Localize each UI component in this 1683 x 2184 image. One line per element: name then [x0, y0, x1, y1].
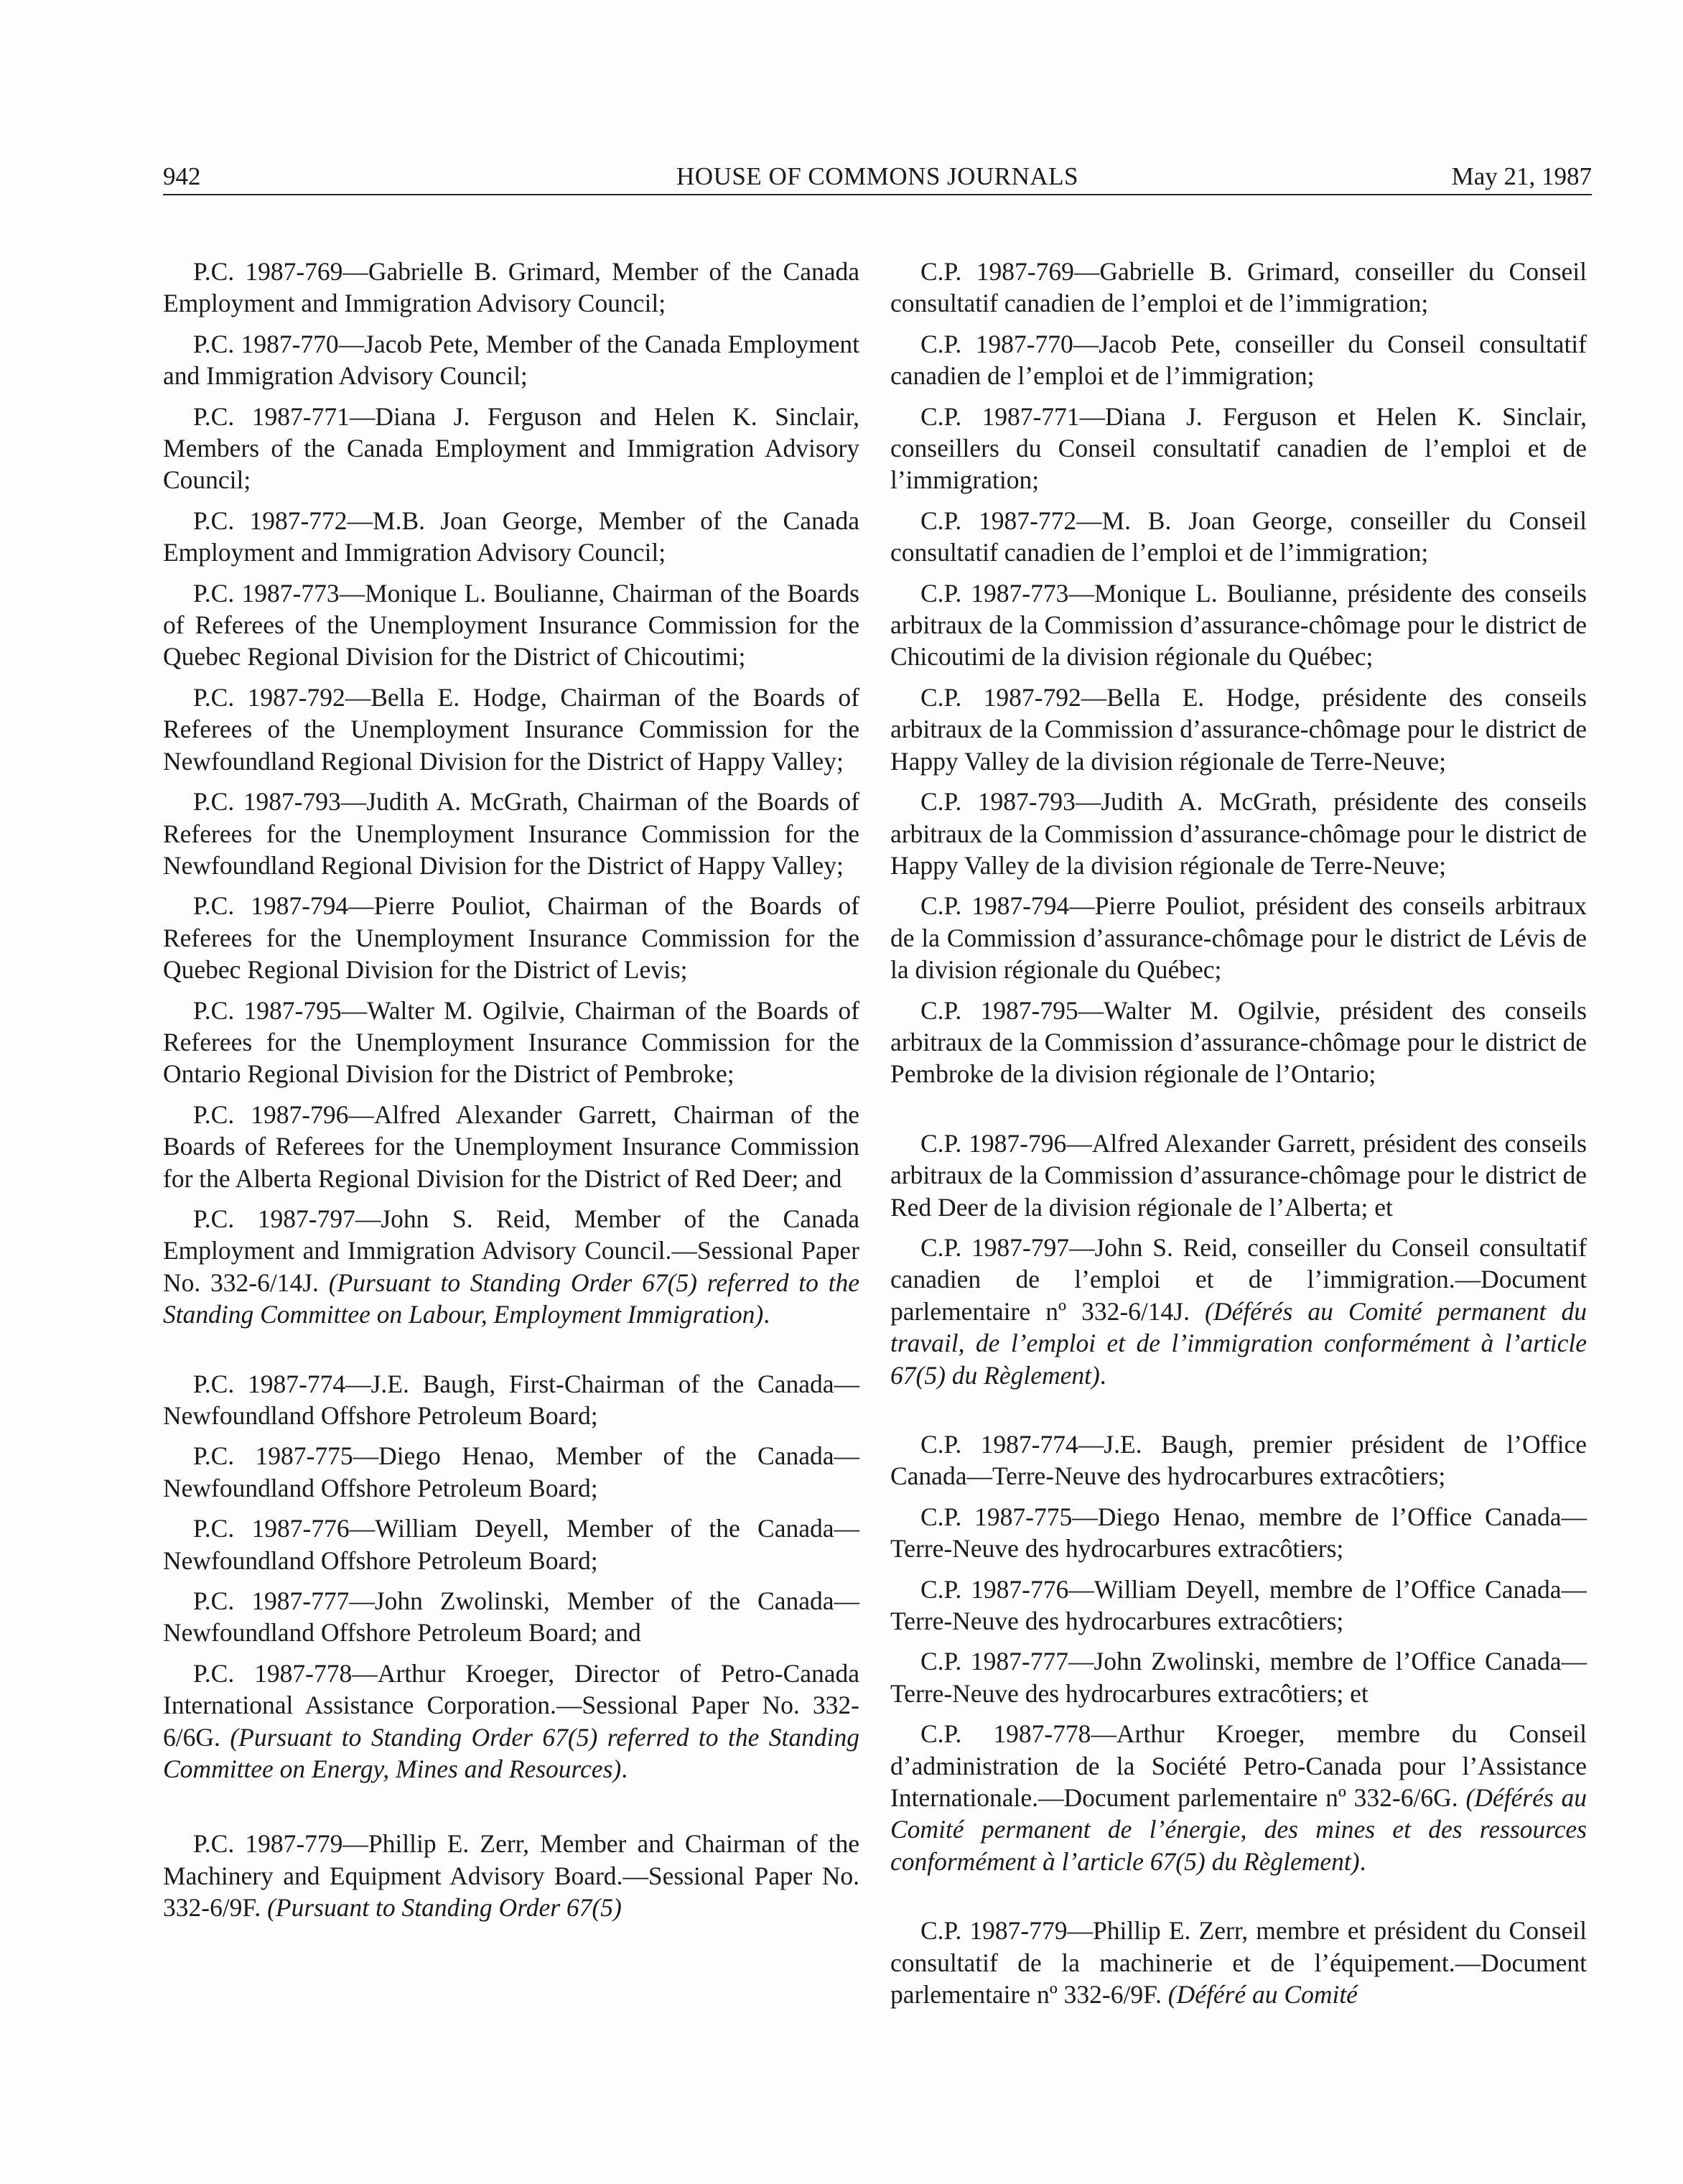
journal-date: May 21, 1987: [1451, 162, 1592, 190]
page-number: 942: [163, 162, 201, 190]
entry-cp-1987-792: C.P. 1987-792—Bella E. Hodge, présidente des conseils arbitraux de la Commission d’assurance-chômage pour le district de Happy Valley de la division régionale de Terre-Neuve;: [890, 682, 1587, 776]
entry-cp-1987-793: C.P. 1987-793—Judith A. McGrath, présidente des conseils arbitraux de la Commission d’assurance-chômage pour le district de Happy Valley de la division régionale de Terre-Neuve;: [890, 787, 1587, 880]
entry-cp-1987-772: C.P. 1987-772—M. B. Joan George, conseiller du Conseil consultatif canadien de l’emploi et de l’immigration;: [890, 506, 1587, 567]
entry-cp-1987-776: C.P. 1987-776—William Deyell, membre de l’Office Canada—Terre-Neuve des hydrocarbures extracôtiers;: [890, 1574, 1587, 1636]
entry-cp-1987-777: C.P. 1987-777—John Zwolinski, membre de l’Office Canada—Terre-Neuve des hydrocarbures extracôtiers; et: [890, 1647, 1587, 1708]
entry-cp-1987-771: C.P. 1987-771—Diana J. Ferguson et Helen K. Sinclair, conseillers du Conseil consultatif canadien de l’emploi et de l’immigration;: [890, 401, 1587, 495]
entry-pc-1987-776: P.C. 1987-776—William Deyell, Member of the Canada—Newfoundland Offshore Petroleum Board;: [163, 1514, 859, 1575]
entry-pc-1987-794: P.C. 1987-794—Pierre Pouliot, Chairman of the Boards of Referees for the Unemployment Insurance Commission for the Quebec Regional Division for the District of Levis;: [163, 891, 859, 985]
page-header: [163, 157, 1592, 195]
entry-pc-1987-779: P.C. 1987-779—Phillip E. Zerr, Member and Chairman of the Machinery and Equipment Advisory Board.—Sessional Paper No. 332-6/9F. (Pursuant to Standing Order 67(5): [163, 1829, 859, 1923]
entry-pc-1987-796: P.C. 1987-796—Alfred Alexander Garrett, Chairman of the Boards of Referees for the Unemployment Insurance Commission for the Alberta Regional Division for the District of Red Deer; and: [163, 1100, 859, 1193]
entry-pc-1987-793: P.C. 1987-793—Judith A. McGrath, Chairman of the Boards of Referees for the Unemployment Insurance Commission for the Newfoundland Regional Division for the District of Happy Valley;: [163, 787, 859, 880]
entry-pc-1987-774: P.C. 1987-774—J.E. Baugh, First-Chairman of the Canada—Newfoundland Offshore Petroleum Board;: [163, 1369, 859, 1430]
entry-cp-1987-796: C.P. 1987-796—Alfred Alexander Garrett, président des conseils arbitraux de la Commission d’assurance-chômage pour le district de Red Deer de la division régionale de l’Alberta; et: [890, 1128, 1587, 1222]
entry-pc-1987-777: P.C. 1987-777—John Zwolinski, Member of the Canada—Newfoundland Offshore Petroleum Board; and: [163, 1586, 859, 1648]
entry-cp-1987-797: C.P. 1987-797—John S. Reid, conseiller du Conseil consultatif canadien de l’emploi et de l’immigration.—Document parlementaire nº 332-6/14J. (Déférés au Comité permanent du travail, de l’emploi et de l’immigration conformément à l’article 67(5) du Règlement).: [890, 1232, 1587, 1390]
entry-pc-1987-795: P.C. 1987-795—Walter M. Ogilvie, Chairman of the Boards of Referees for the Unemployment Insurance Commission for the Ontario Regional Division for the District of Pembroke;: [163, 995, 859, 1089]
entry-cp-1987-774: C.P. 1987-774—J.E. Baugh, premier président de l’Office Canada—Terre-Neuve des hydrocarbures extracôtiers;: [890, 1430, 1587, 1491]
entry-pc-1987-772: P.C. 1987-772—M.B. Joan George, Member of the Canada Employment and Immigration Advisory Council;: [163, 506, 859, 567]
entry-pc-1987-778: P.C. 1987-778—Arthur Kroeger, Director of Petro-Canada International Assistance Corporation.—Sessional Paper No. 332-6/6G. (Pursuant to Standing Order 67(5) referred to the Standing Committee on Energy, Mines and Resources).: [163, 1658, 860, 1784]
entry-pc-1987-797: P.C. 1987-797—John S. Reid, Member of the Canada Employment and Immigration Advisory Council.—Sessional Paper No. 332-6/14J. (Pursuant to Standing Order 67(5) referred to the Standing Committee on Labour, Employment Immigration).: [163, 1204, 860, 1329]
entry-cp-1987-794: C.P. 1987-794—Pierre Pouliot, président des conseils arbitraux de la Commission d’assurance-chômage pour le district de Lévis de la division régionale du Québec;: [890, 891, 1587, 985]
entry-cp-1987-778: C.P. 1987-778—Arthur Kroeger, membre du Conseil d’administration de la Société Petro-Canada pour l’Assistance Internationale.—Document parlementaire nº 332-6/6G. (Déférés au Comité permanent de l’énergie, des mines et des ressources conformément à l’article 67(5) du Règlement).: [890, 1719, 1587, 1876]
entry-pc-1987-769: P.C. 1987-769—Gabrielle B. Grimard, Member of the Canada Employment and Immigration Advisory Council;: [163, 257, 859, 318]
entry-cp-1987-770: C.P. 1987-770—Jacob Pete, conseiller du Conseil consultatif canadien de l’emploi et de l’immigration;: [890, 329, 1587, 391]
entry-cp-1987-779: C.P. 1987-779—Phillip E. Zerr, membre et président du Conseil consultatif de la machinerie et de l’équipement.—Document parlementaire nº 332-6/9F. (Déféré au Comité: [890, 1916, 1587, 2009]
entry-cp-1987-795: C.P. 1987-795—Walter M. Ogilvie, président des conseils arbitraux de la Commission d’assurance-chômage pour le district de Pembroke de la division régionale de l’Ontario;: [890, 995, 1587, 1089]
entry-pc-1987-770: P.C. 1987-770—Jacob Pete, Member of the Canada Employment and Immigration Advisory Council;: [163, 329, 859, 391]
entry-cp-1987-773: C.P. 1987-773—Monique L. Boulianne, présidente des conseils arbitraux de la Commission d’assurance-chômage pour le district de Chicoutimi de la division régionale du Québec;: [890, 578, 1587, 672]
entry-pc-1987-792: P.C. 1987-792—Bella E. Hodge, Chairman of the Boards of Referees of the Unemployment Insurance Commission for the Newfoundland Regional Division for the District of Happy Valley;: [163, 682, 859, 776]
entry-cp-1987-769: C.P. 1987-769—Gabrielle B. Grimard, conseiller du Conseil consultatif canadien de l’emploi et de l’immigration;: [890, 257, 1587, 318]
english-column: [163, 256, 859, 1933]
french-column: [890, 256, 1587, 2020]
journal-title: HOUSE OF COMMONS JOURNALS: [676, 162, 1078, 190]
entry-pc-1987-775: P.C. 1987-775—Diego Henao, Member of the Canada—Newfoundland Offshore Petroleum Board;: [163, 1441, 859, 1502]
entry-cp-1987-775: C.P. 1987-775—Diego Henao, membre de l’Office Canada—Terre-Neuve des hydrocarbures extracôtiers;: [890, 1502, 1587, 1563]
entry-pc-1987-771: P.C. 1987-771—Diana J. Ferguson and Helen K. Sinclair, Members of the Canada Employment and Immigration Advisory Council;: [163, 401, 859, 495]
entry-pc-1987-773: P.C. 1987-773—Monique L. Boulianne, Chairman of the Boards of Referees of the Unemployment Insurance Commission for the Quebec Regional Division for the District of Chicoutimi;: [163, 578, 859, 672]
